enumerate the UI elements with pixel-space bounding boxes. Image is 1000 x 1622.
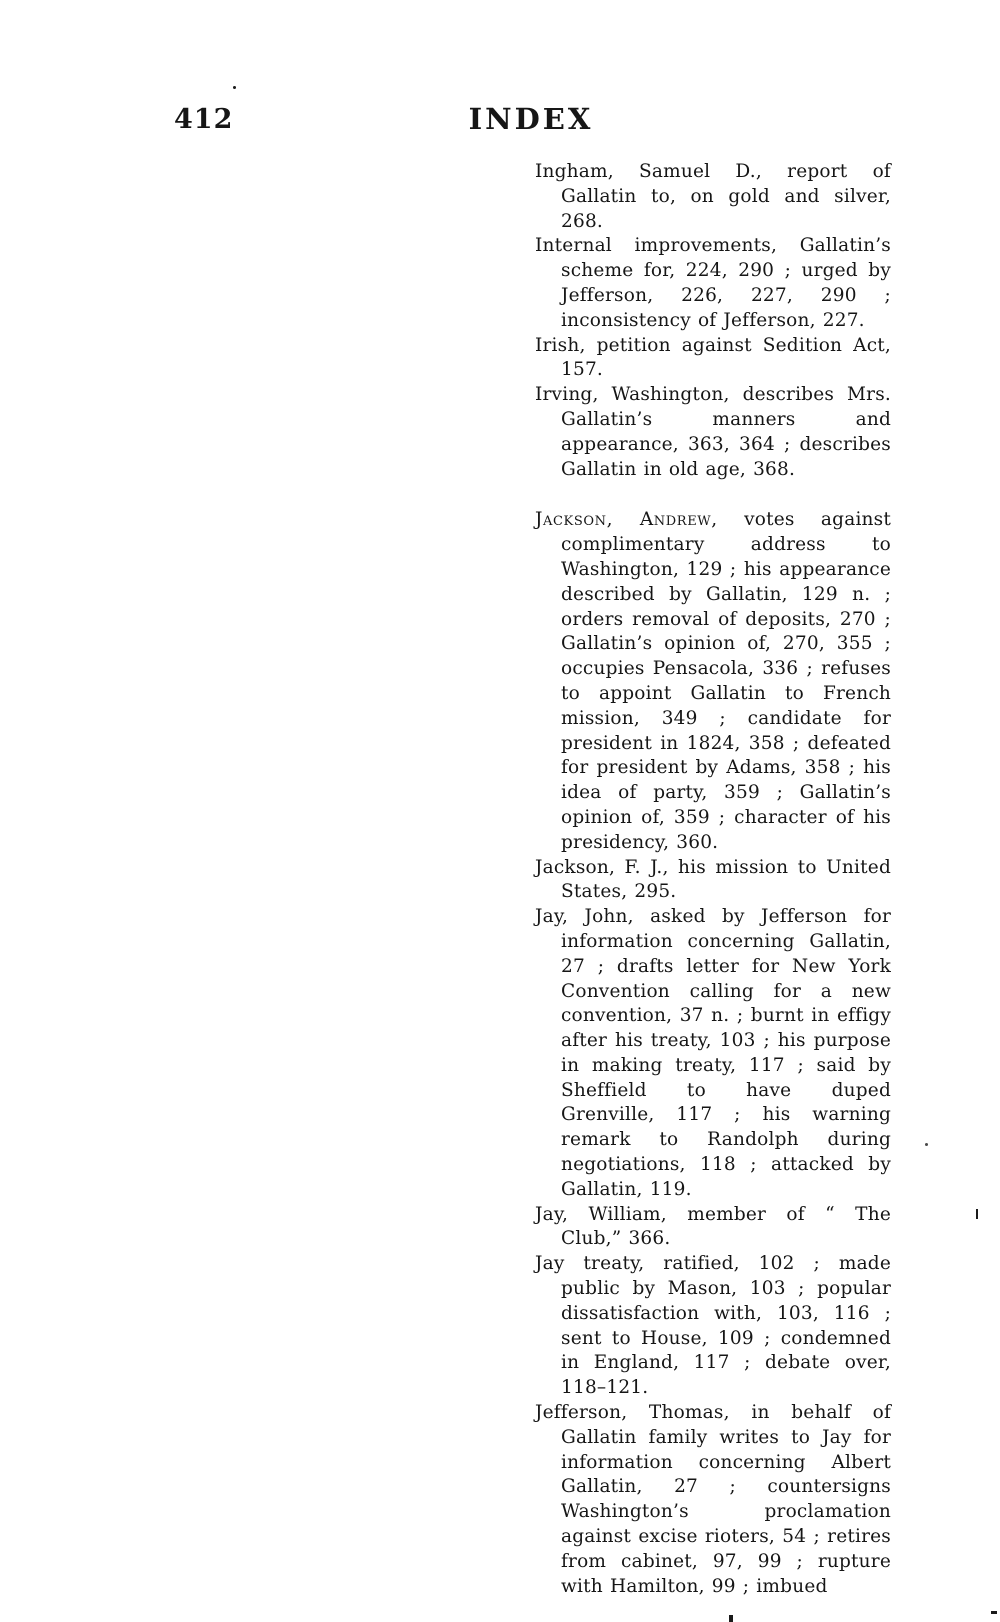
scan-artifact-dot	[925, 1143, 928, 1146]
index-entry-internal-improvements	[535, 234, 891, 333]
index-entry-jackson-andrew	[535, 508, 891, 855]
entry-term: Jefferson, Thomas,	[535, 1402, 730, 1424]
index-entry-irish	[535, 334, 891, 384]
page-title: INDEX	[468, 102, 594, 136]
entry-term: Jackson, F. J.,	[535, 856, 669, 878]
entry-term: Jay, John,	[535, 906, 634, 928]
scan-artifact-tick	[976, 1209, 978, 1219]
scan-artifact-mark	[729, 1615, 733, 1622]
entry-text: member of “ The Club,” 366.	[561, 1203, 891, 1250]
index-entry-jay-john	[535, 905, 891, 1203]
entry-term: Irving, Washington,	[535, 384, 730, 406]
index-entry-jay-treaty	[535, 1252, 891, 1401]
entry-text: asked by Jefferson for information concerning Gallatin, 27 ; drafts letter for New York Convention calling for a new convention, 37 n. ; burnt in effigy after his treaty, 103 ; his purpose in making treaty, 117 ; said by Sheffield to have duped Grenville, 117 ; his warning remark to Randolph during negotiations, 118 ; attacked by Gallatin, 119.	[561, 906, 892, 1200]
entry-text: Gallatin’s scheme for, 224, 290 ; urged by Jefferson, 226, 227, 290 ; inconsistency of Jefferson, 227.	[561, 235, 891, 331]
scan-artifact-mark	[991, 1611, 997, 1614]
entry-term: Jay treaty,	[535, 1253, 645, 1275]
entry-term-section-start: Jackson, Andrew,	[535, 509, 718, 531]
index-column	[535, 160, 891, 1599]
index-entry-ingham	[535, 160, 891, 234]
entry-text: petition against Sedition Act, 157.	[561, 334, 891, 381]
index-entry-jefferson-thomas	[535, 1401, 891, 1599]
entry-term: Jay, William,	[535, 1203, 667, 1225]
page-number: 412	[174, 104, 234, 135]
index-entry-jackson-fj	[535, 856, 891, 906]
entry-text: describes Mrs. Gallatin’s manners and appearance, 363, 364 ; describes Gallatin in old age, 368.	[561, 384, 891, 480]
entry-term: Internal improvements,	[535, 235, 778, 257]
entry-text: in behalf of Gallatin family writes to Jay for information concerning Albert Gallatin, 27 ; countersigns Washington’s proclamation against excise rioters, 54 ; retires from cabinet, 97, 99 ; rupture with Hamilton, 99 ; imbued	[561, 1402, 891, 1597]
entry-text: his mission to United States, 295.	[561, 856, 891, 903]
entry-term: Ingham, Samuel D.,	[535, 161, 762, 182]
scan-artifact-dot	[233, 86, 236, 89]
index-entry-jay-william	[535, 1203, 891, 1253]
entry-term: Irish,	[535, 334, 586, 356]
index-entry-irving	[535, 383, 891, 482]
entry-text: report of Gallatin to, on gold and silver, 268.	[561, 161, 891, 232]
entry-text: votes against complimentary address to Washington, 129 ; his appearance described by Gallatin, 129 n. ; orders removal of deposits, 270 ; Gallatin’s opinion of, 270, 355 ; occupies Pensacola, 336 ; refuses to appoint Gallatin to French mission, 349 ; candidate for president in 1824, 358 ; defeated for president by Adams, 358 ; his idea of party, 359 ; Gallatin’s opinion of, 359 ; character of his presidency, 360.	[561, 509, 891, 853]
entry-text: ratified, 102 ; made public by Mason, 103 ; popular dissatisfaction with, 103, 116 ; sent to House, 109 ; condemned in England, 117 ; debate over, 118–121.	[561, 1253, 891, 1399]
